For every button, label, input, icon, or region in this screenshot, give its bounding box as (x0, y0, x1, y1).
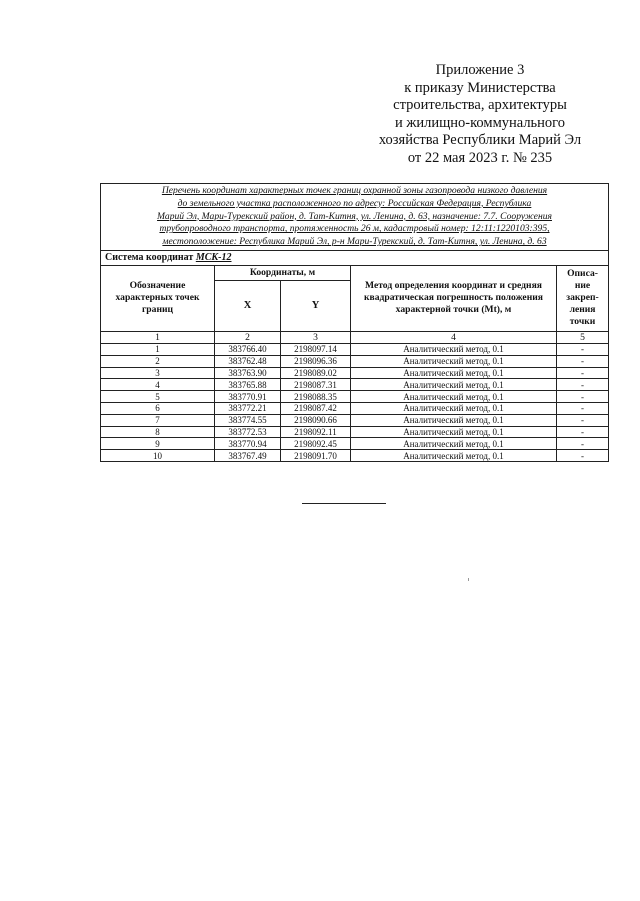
cell-method: Аналитический метод, 0.1 (351, 438, 557, 450)
cell-method: Аналитический метод, 0.1 (351, 414, 557, 426)
cell-point: 5 (101, 391, 215, 403)
cell-method: Аналитический метод, 0.1 (351, 367, 557, 379)
cell-method: Аналитический метод, 0.1 (351, 426, 557, 438)
cell-x: 383772.21 (215, 402, 281, 414)
header-line: к приказу Министерства (404, 79, 556, 96)
cell-y: 2198087.31 (281, 379, 351, 391)
cell-y: 2198087.42 (281, 402, 351, 414)
cell-method: Аналитический метод, 0.1 (351, 402, 557, 414)
coordinate-system (101, 250, 609, 265)
cell-method: Аналитический метод, 0.1 (351, 343, 557, 355)
table-row (101, 367, 609, 379)
header-description-line: точки (569, 316, 596, 328)
header-coordinates: Координаты, м (215, 265, 351, 280)
cell-y: 2198089.02 (281, 367, 351, 379)
header-y: Y (281, 280, 351, 331)
cell-x: 383774.55 (215, 414, 281, 426)
table-row (101, 450, 609, 462)
cell-desc: - (557, 379, 609, 391)
cell-point: 8 (101, 426, 215, 438)
cell-method: Аналитический метод, 0.1 (351, 379, 557, 391)
scan-speck (468, 578, 469, 581)
cell-desc: - (557, 402, 609, 414)
table-row (101, 438, 609, 450)
cell-y: 2198092.11 (281, 426, 351, 438)
column-number: 1 (101, 331, 215, 343)
column-number: 3 (281, 331, 351, 343)
cell-point: 6 (101, 402, 215, 414)
cell-desc: - (557, 414, 609, 426)
coordinates-table (100, 183, 609, 462)
description-line: трубопроводного транспорта, протяженность 26 м, кадастровый номер: 12:11:1220103:395, (159, 223, 550, 235)
header-point: Обозначение характерных точек границ (101, 265, 215, 331)
description-line: Перечень координат характерных точек границ охранной зоны газопровода низкого давления (161, 185, 548, 196)
description-line: до земельного участка расположенного по адресу: Российская Федерация, Республика (177, 197, 532, 209)
cell-x: 383772.53 (215, 426, 281, 438)
cell-x: 383767.49 (215, 450, 281, 462)
cell-point: 3 (101, 367, 215, 379)
column-number: 4 (351, 331, 557, 343)
cell-x: 383770.91 (215, 391, 281, 403)
header-description (557, 265, 609, 331)
header-method: Метод определения координат и средняя квадратическая погрешность положения характерной точки (Mt), м (351, 265, 557, 331)
cell-y: 2198092.45 (281, 438, 351, 450)
table-row (101, 391, 609, 403)
table-row (101, 414, 609, 426)
header-line: от 22 мая 2023 г. № 235 (407, 149, 553, 166)
cell-y: 2198088.35 (281, 391, 351, 403)
cell-x: 383762.48 (215, 355, 281, 367)
cell-point: 10 (101, 450, 215, 462)
cell-desc: - (557, 438, 609, 450)
header-description-line: ние (574, 280, 591, 292)
header-line: Приложение 3 (435, 62, 525, 78)
cell-x: 383763.90 (215, 367, 281, 379)
cell-y: 2198097.14 (281, 343, 351, 355)
cell-desc: - (557, 450, 609, 462)
column-number: 5 (557, 331, 609, 343)
coordinate-system-label: Система координат (105, 252, 194, 264)
cell-y: 2198091.70 (281, 450, 351, 462)
cell-method: Аналитический метод, 0.1 (351, 391, 557, 403)
cell-y: 2198090.66 (281, 414, 351, 426)
cell-x: 383766.40 (215, 343, 281, 355)
header-x: X (215, 280, 281, 331)
appendix-header (350, 62, 610, 167)
cell-y: 2198096.36 (281, 355, 351, 367)
cell-point: 7 (101, 414, 215, 426)
cell-point: 4 (101, 379, 215, 391)
cell-desc: - (557, 426, 609, 438)
header-description-line: ления (569, 304, 596, 316)
cell-desc: - (557, 355, 609, 367)
table-description (101, 184, 609, 251)
table-row (101, 355, 609, 367)
table-row (101, 426, 609, 438)
separator-line (302, 503, 386, 504)
cell-point: 2 (101, 355, 215, 367)
table-row (101, 402, 609, 414)
coordinate-system-value: МСК-12 (195, 252, 232, 264)
header-line: и жилищно-коммунального (394, 114, 566, 131)
cell-x: 383770.94 (215, 438, 281, 450)
description-line: Марий Эл, Мари-Турекский район, д. Тат-Китня, ул. Ленина, д. 63, назначение: 7.7. Сооружения (157, 210, 552, 222)
cell-point: 9 (101, 438, 215, 450)
description-line: местоположение: Республика Марий Эл, р-н Мари-Турекский, д. Тат-Китня, ул. Ленина, д. 63 (162, 236, 547, 248)
cell-desc: - (557, 367, 609, 379)
cell-method: Аналитический метод, 0.1 (351, 355, 557, 367)
header-line: хозяйства Республики Марий Эл (378, 132, 582, 148)
header-description-line: Описа- (567, 268, 598, 280)
cell-point: 1 (101, 343, 215, 355)
table-row (101, 343, 609, 355)
header-description-line: закреп- (566, 292, 599, 304)
table-row (101, 379, 609, 391)
column-number: 2 (215, 331, 281, 343)
header-line: строительства, архитектуры (393, 97, 567, 113)
cell-x: 383765.88 (215, 379, 281, 391)
cell-desc: - (557, 391, 609, 403)
cell-desc: - (557, 343, 609, 355)
cell-method: Аналитический метод, 0.1 (351, 450, 557, 462)
